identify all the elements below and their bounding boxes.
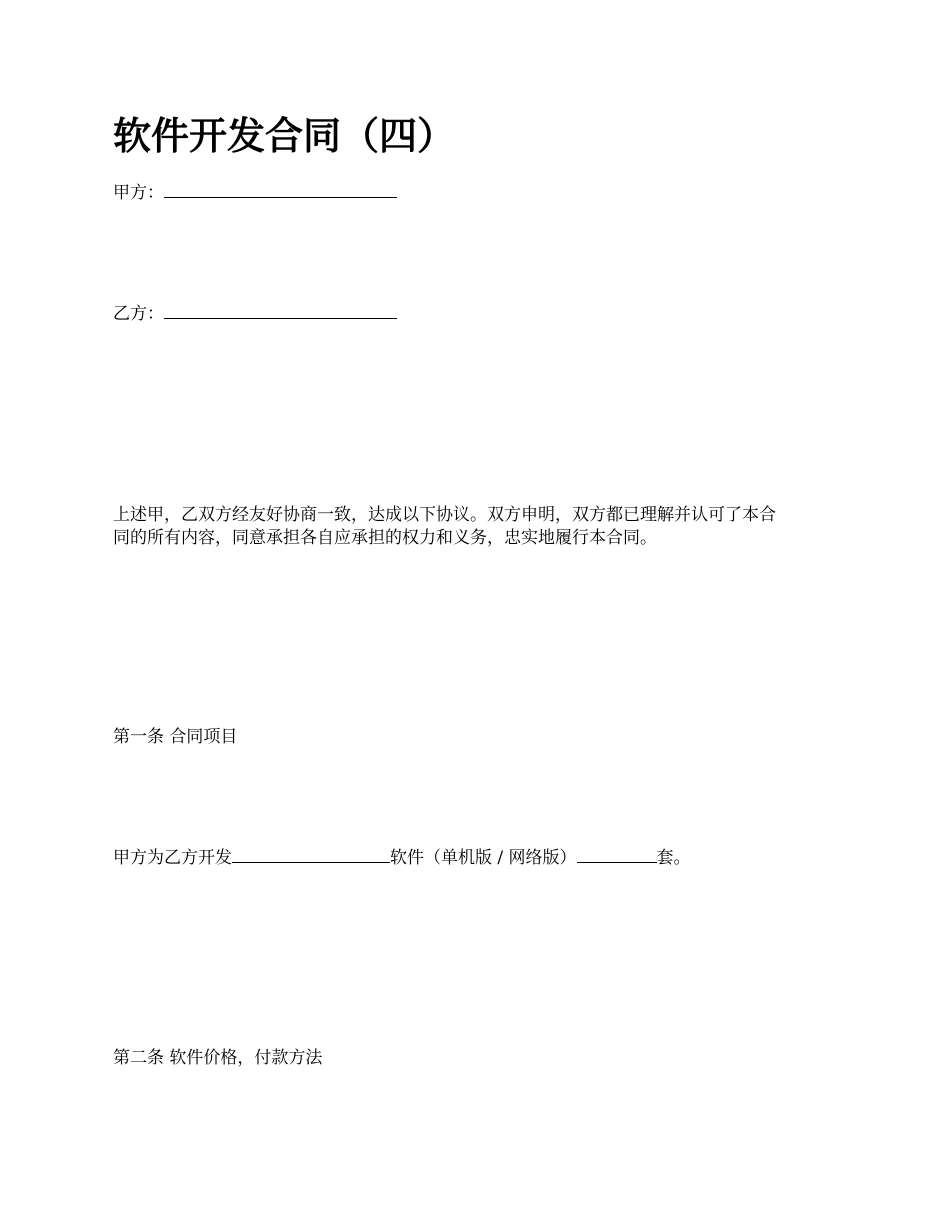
preamble-line-2: 同的所有内容，同意承担各自应承担的权力和义务，忠实地履行本合同。 bbox=[113, 528, 657, 548]
article-1-text-prefix: 甲方为乙方开发 bbox=[113, 848, 232, 868]
article-1-text-mid: 软件（单机版 / 网络版） bbox=[390, 848, 577, 868]
article-1-text bbox=[113, 845, 691, 871]
article-2-heading: 第二条 软件价格，付款方法 bbox=[113, 1048, 323, 1068]
party-a-blank[interactable] bbox=[164, 180, 397, 198]
article-1-heading: 第一条 合同项目 bbox=[113, 727, 238, 747]
party-b-label: 乙方： bbox=[113, 304, 164, 324]
party-b-blank[interactable] bbox=[164, 301, 397, 319]
preamble-line-1: 上述甲，乙双方经友好协商一致，达成以下协议。双方申明，双方都已理解并认可了本合 bbox=[113, 505, 776, 525]
party-a-line bbox=[113, 180, 397, 206]
article-1-text-suffix: 套。 bbox=[656, 848, 691, 868]
quantity-blank[interactable] bbox=[577, 845, 657, 863]
party-b-line bbox=[113, 301, 397, 327]
preamble-paragraph bbox=[113, 504, 843, 550]
software-name-blank[interactable] bbox=[232, 845, 390, 863]
document-title: 软件开发合同（四） bbox=[113, 114, 456, 158]
party-a-label: 甲方： bbox=[113, 183, 164, 203]
